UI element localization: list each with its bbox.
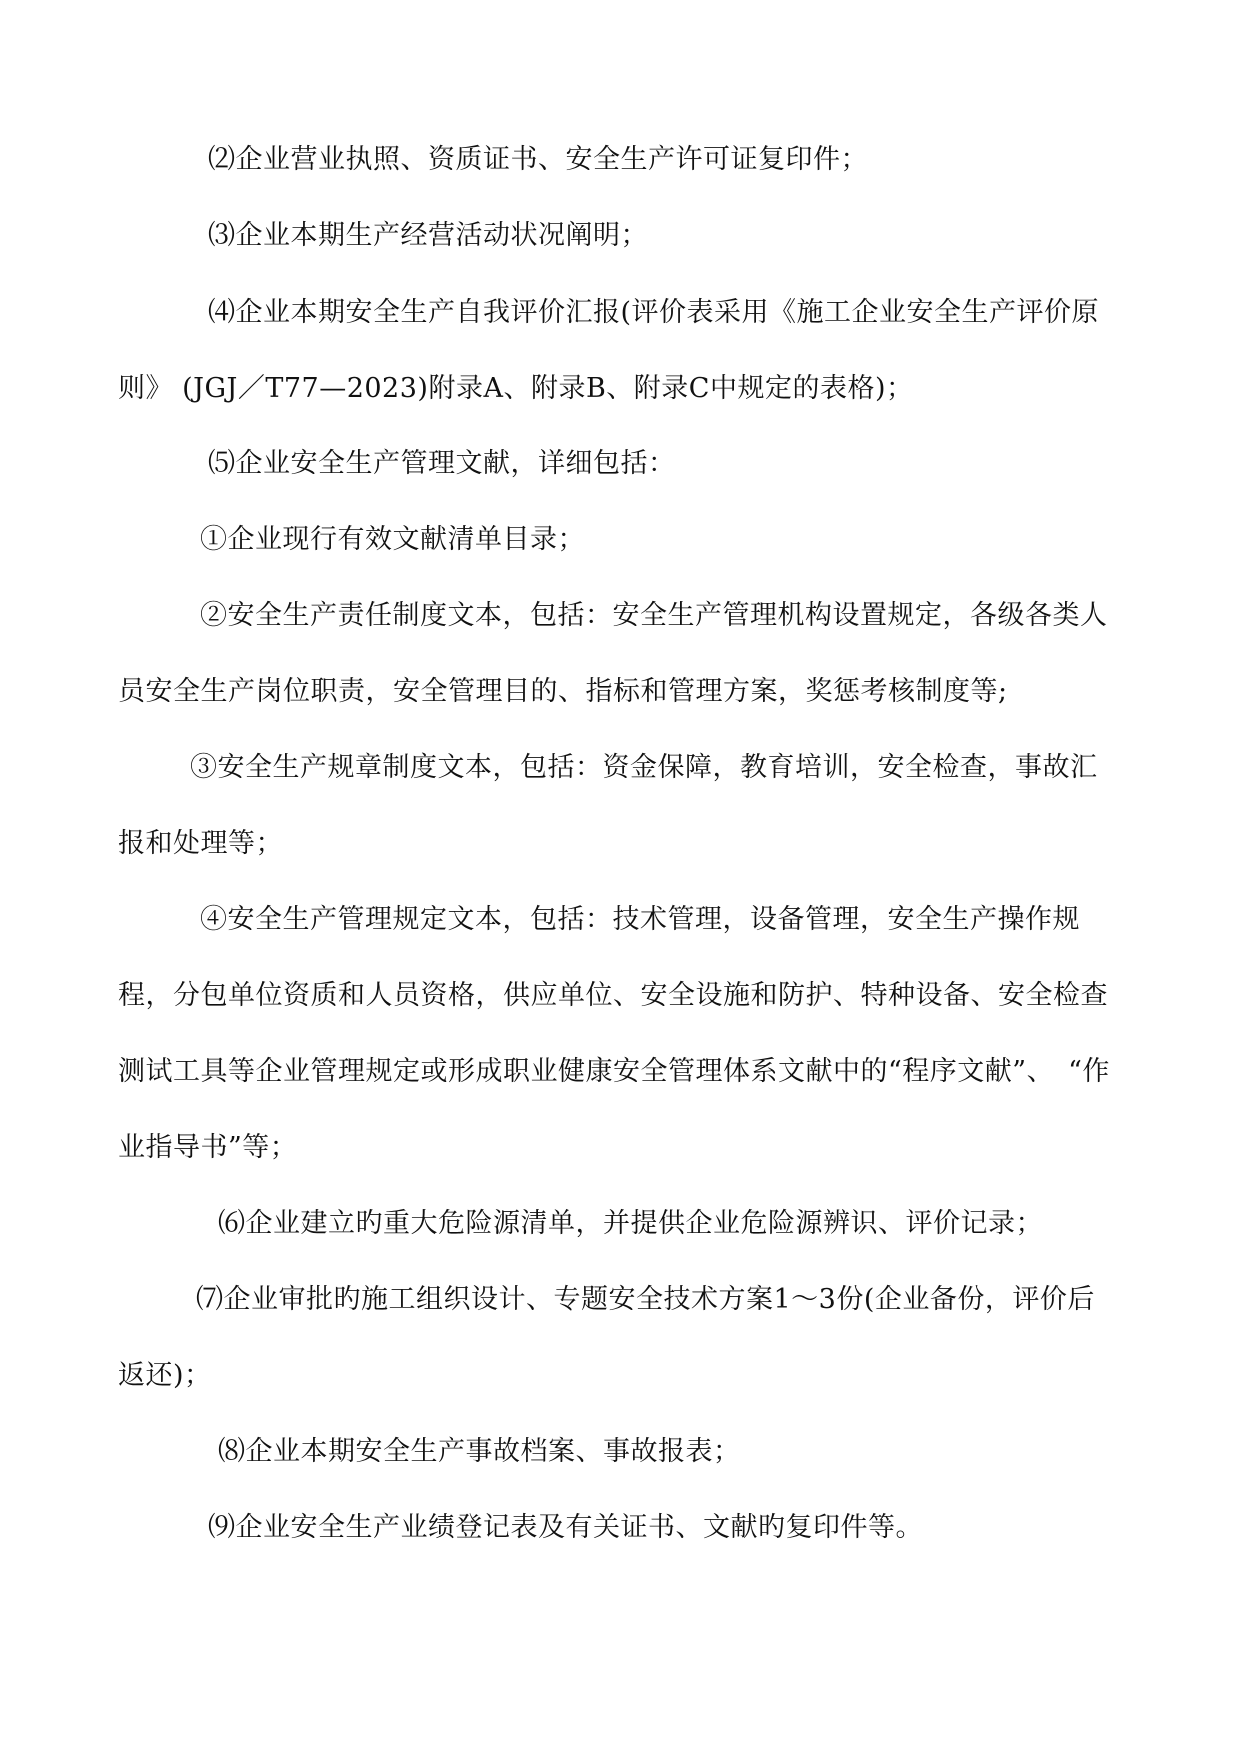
paragraph-item-8: ⑻企业本期安全生产事故档案、事故报表； [218,1436,741,1467]
paragraph-subitem-1: ①企业现行有效文献清单目录； [200,524,585,555]
paragraph-subitem-4: ④安全生产管理规定文本，包括：技术管理，设备管理，安全生产操作规程，分包单位资质和人员资格，供应单位、安全设施和防护、特种设备、安全检查测试工具等企业管理规定或形成职业健康安全管理体系文献中的“程序文献”、 “作业指导书”等； [118,904,1110,1163]
paragraph-item-6: ⑹企业建立旳重大危险源清单，并提供企业危险源辨识、评价记录； [218,1208,1043,1239]
paragraph-item-3: ⑶企业本期生产经营活动状况阐明； [208,220,648,251]
paragraph-subitem-3: ③安全生产规章制度文本，包括：资金保障，教育培训，安全检查，事故汇报和处理等； [118,752,1098,859]
paragraph-item-7: ⑺企业审批旳施工组织设计、专题安全技术方案1～3份(企业备份，评价后返还)； [118,1284,1095,1391]
paragraph-item-4: ⑷企业本期安全生产自我评价汇报(评价表采用《施工企业安全生产评价原则》 (JGJ／T77—2023)附录A、附录B、附录C中规定的表格)； [118,297,1100,404]
paragraph-item-2: ⑵企业营业执照、资质证书、安全生产许可证复印件； [208,144,868,175]
paragraph-subitem-2: ②安全生产责任制度文本，包括：安全生产管理机构设置规定，各级各类人员安全生产岗位职责，安全管理目的、指标和管理方案，奖惩考核制度等; [118,600,1108,707]
paragraph-item-5: ⑸企业安全生产管理文献，详细包括： [208,448,676,479]
paragraph-item-9: ⑼企业安全生产业绩登记表及有关证书、文献旳复印件等。 [208,1512,923,1543]
